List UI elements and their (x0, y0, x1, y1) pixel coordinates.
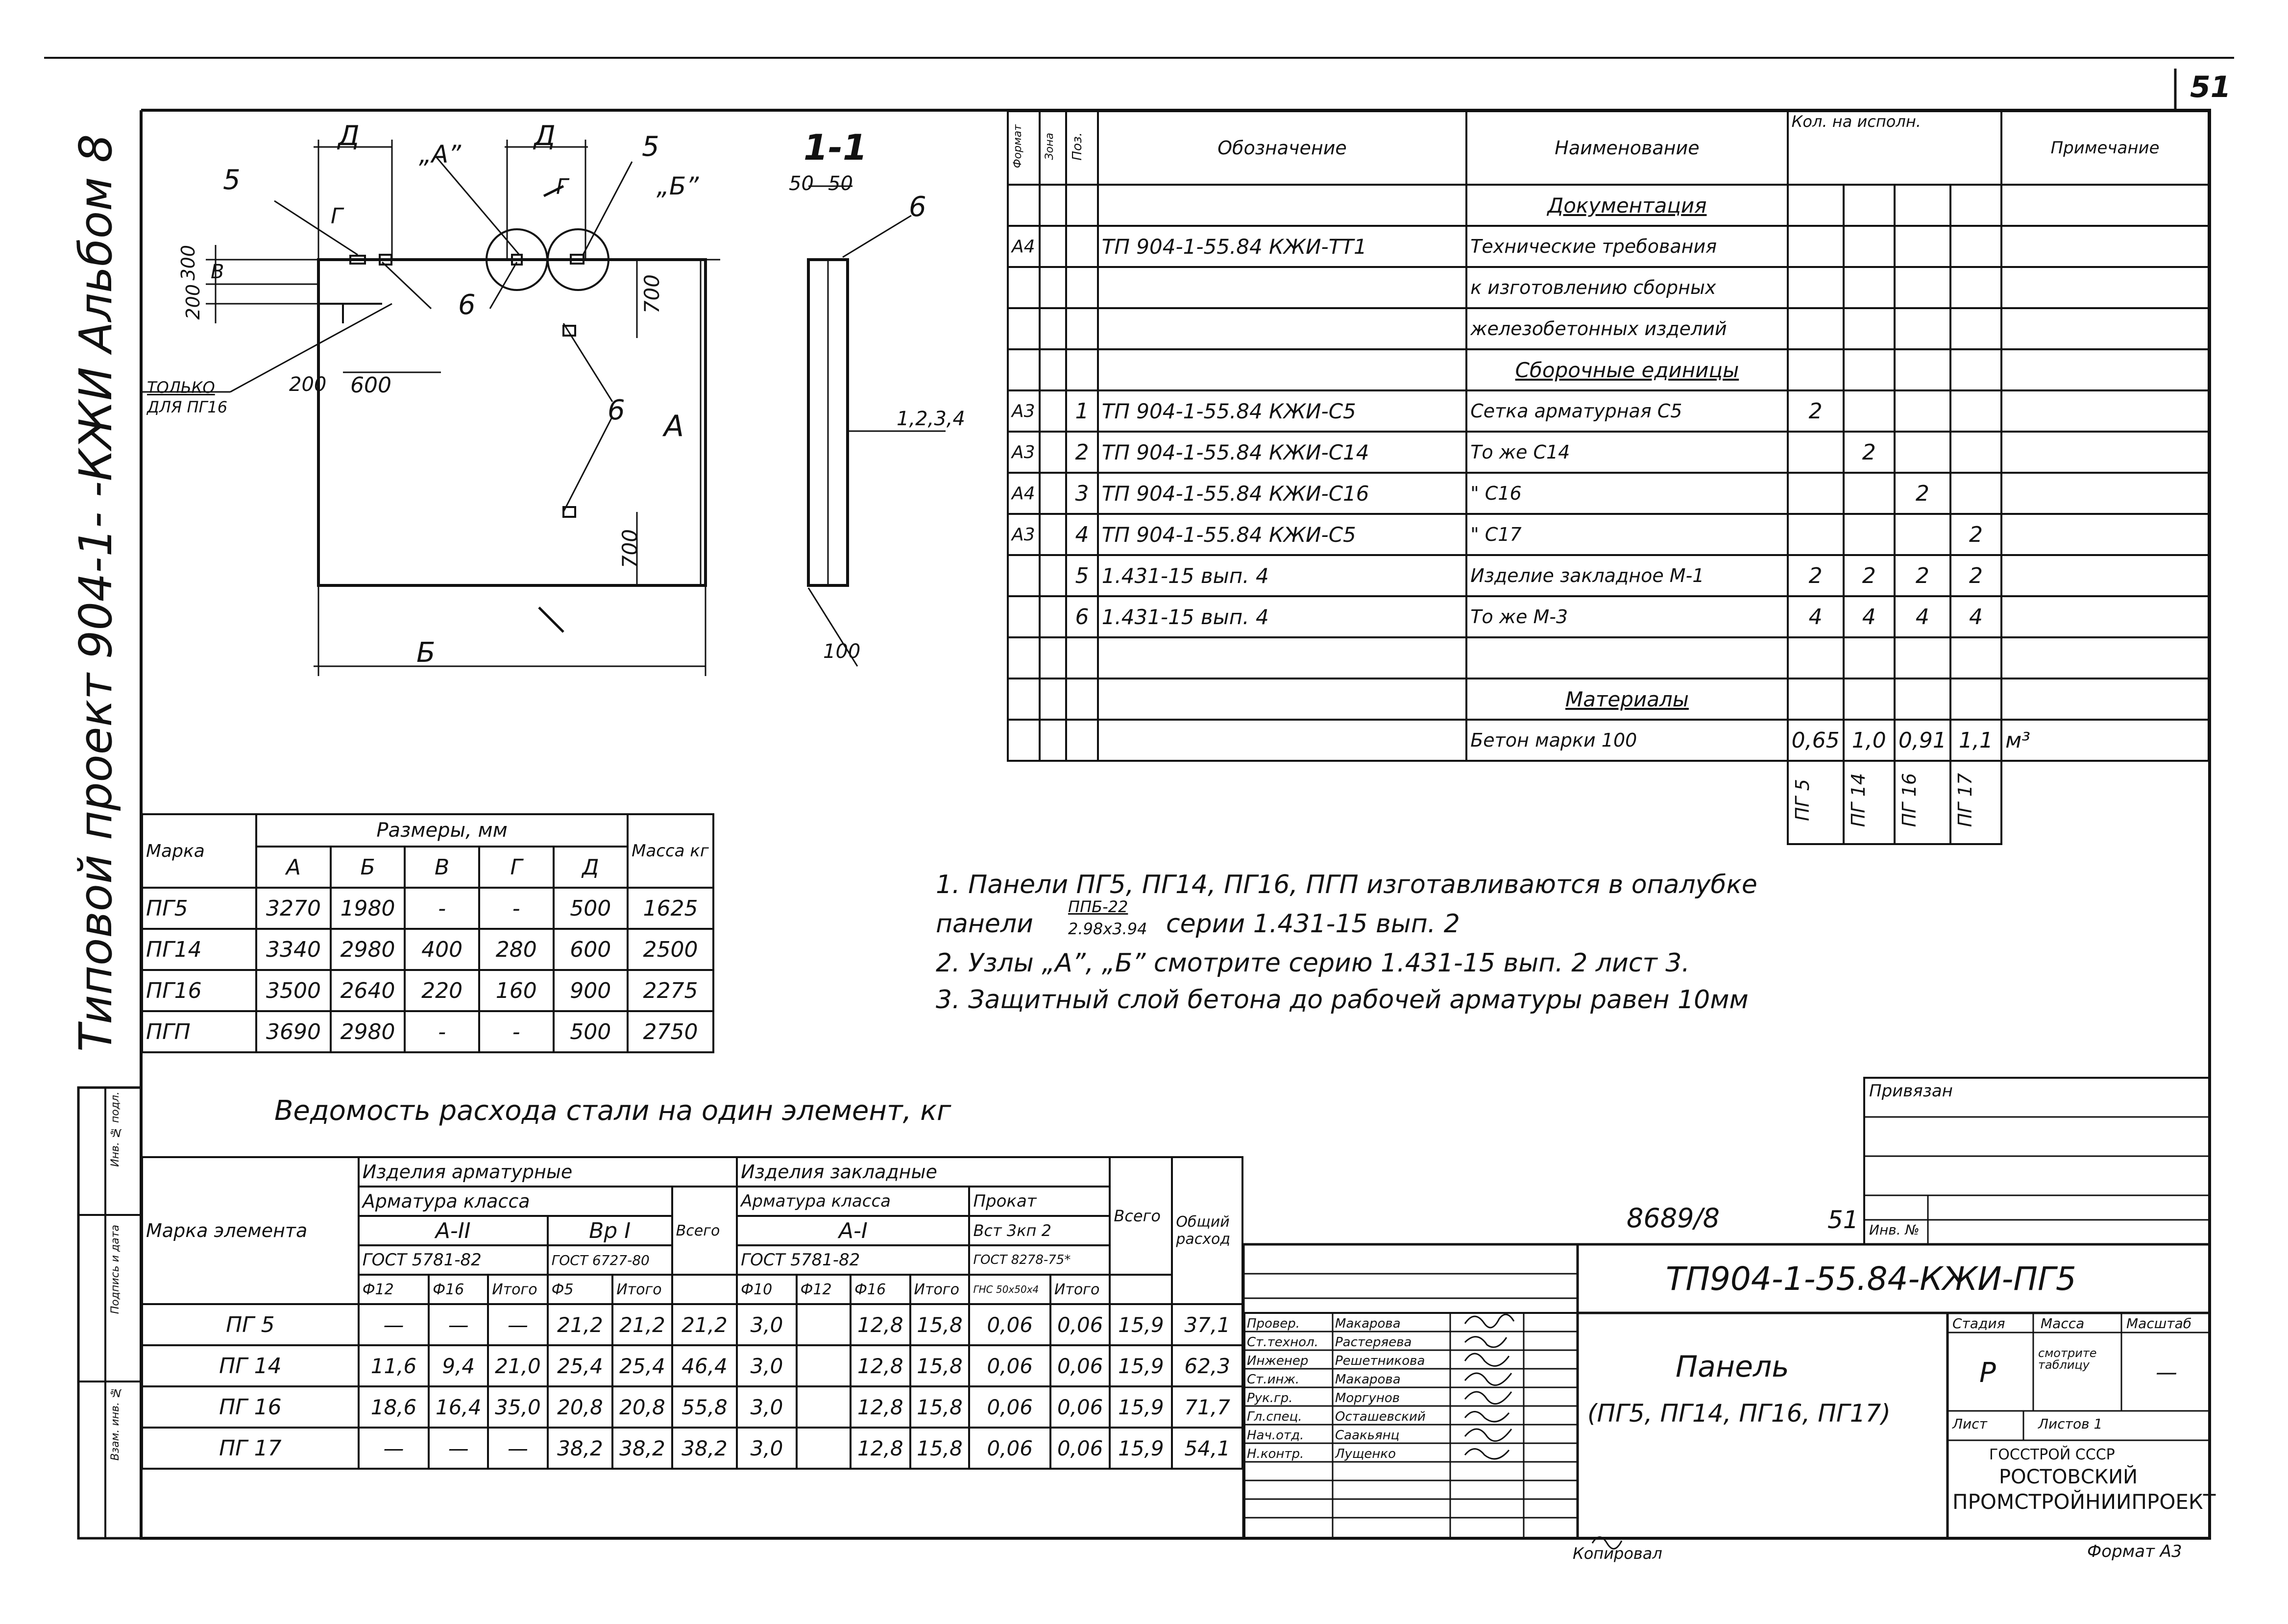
dims-cell: 160 (479, 970, 554, 1011)
note-1-frac-top: ППБ-22 (1068, 897, 1128, 916)
note-2: 2. Узлы „А”, „Б” смотрите серию 1.431-15 вып. 2 лист 3. (936, 948, 1690, 978)
spec-format: А3 (1008, 432, 1040, 473)
steel-cell: — (429, 1304, 488, 1345)
tb-staff-name: Решетникова (1335, 1354, 1425, 1368)
spec-format: А3 (1008, 514, 1040, 555)
steel-cell: — (488, 1428, 547, 1469)
side-title: Типовой проект 904-1- -КЖИ Альбом 8 (70, 134, 122, 1052)
steel-cell: 15,9 (1110, 1304, 1172, 1345)
tb-mass-h: Масса (2041, 1315, 2085, 1332)
spec-name: Сборочные единицы (1466, 349, 1787, 390)
spec-pos: 6 (1066, 596, 1097, 637)
steel-cell: ПГ 5 (142, 1304, 359, 1345)
steel-cell: 38,2 (672, 1428, 737, 1469)
note-1-cont: панели (936, 909, 1033, 939)
spec-name: " С16 (1466, 473, 1787, 514)
spec-name: Материалы (1466, 679, 1787, 720)
dim-g-right: Г (556, 174, 568, 199)
tb-code: ТП904-1-55.84-КЖИ-ПГ5 (1666, 1260, 2076, 1298)
steel-cell: 3,0 (737, 1345, 796, 1386)
steel-h-mark: Марка элемента (142, 1157, 359, 1304)
steel-cell: 21,2 (672, 1304, 737, 1345)
spec-qty: 4 (1788, 596, 1844, 637)
steel-cell: 0,06 (969, 1345, 1050, 1386)
tb-org1: ГОССТРОЙ СССР (1989, 1446, 2115, 1463)
section-pos-1234: 1,2,3,4 (897, 408, 965, 430)
spec-qty: 0,65 (1788, 720, 1844, 761)
steel-cell: 71,7 (1172, 1386, 1242, 1428)
dims-cell: - (479, 1011, 554, 1052)
steel-cell: 0,06 (1050, 1304, 1110, 1345)
spec-name: То же М-3 (1466, 596, 1787, 637)
dims-cell: 900 (554, 970, 628, 1011)
steel-cell: 25,4 (548, 1345, 613, 1386)
spec-h-designation: Обозначение (1098, 111, 1467, 185)
dim-a: A (664, 409, 684, 443)
steel-h-obsh: Общий расход (1172, 1157, 1242, 1304)
spec-name: Документация (1466, 185, 1787, 226)
spec-qty: 0,91 (1895, 720, 1950, 761)
steel-subheader: ГНС 50х50х4 (969, 1275, 1050, 1304)
steel-subheader: Ф5 (548, 1275, 613, 1304)
dims-cell: 600 (554, 929, 628, 970)
section-pos-6: 6 (909, 191, 926, 223)
tb-staff-role: Нач.отд. (1247, 1428, 1304, 1443)
spec-h-pos: Поз. (1070, 132, 1085, 161)
section-100: 100 (823, 640, 861, 663)
tb-staff-name: Моргунов (1335, 1391, 1400, 1406)
dim-g: Г (331, 204, 343, 229)
steel-h-gost3: ГОСТ 5781-82 (737, 1245, 969, 1275)
spec-name: Изделие закладное М-1 (1466, 555, 1787, 596)
tb-copied: Копировал (1573, 1544, 1662, 1563)
tb-staff-role: Провер. (1247, 1316, 1300, 1331)
dim-300: 300 (177, 245, 199, 281)
spec-h-note: Примечание (2001, 111, 2209, 185)
tb-number: 8689/8 (1627, 1203, 1720, 1234)
dims-cell: 3340 (256, 929, 331, 970)
dims-cell: 3690 (256, 1011, 331, 1052)
spec-qty: 2 (1895, 473, 1950, 514)
steel-cell: 38,2 (548, 1428, 613, 1469)
spec-format: А4 (1008, 473, 1040, 514)
tb-sheetref: 51 (1827, 1206, 1859, 1234)
steel-cell: 25,4 (612, 1345, 672, 1386)
dim-600: 600 (350, 373, 391, 398)
dim-200: 200 (182, 284, 204, 320)
note-1: 1. Панели ПГ5, ПГ14, ПГ16, ПГП изготавливаются в опалубке (936, 870, 1757, 899)
steel-cell: — (359, 1304, 429, 1345)
dims-cell: ПГП (142, 1011, 256, 1052)
spec-qty: 2 (1844, 432, 1895, 473)
steel-h-a1: А-I (737, 1216, 969, 1245)
dim-700-top: 700 (640, 274, 664, 314)
steel-cell: 0,06 (969, 1304, 1050, 1345)
tb-inv: Инв. № (1869, 1222, 1920, 1238)
dims-cell: 2640 (331, 970, 405, 1011)
spec-qty: 2 (1788, 390, 1844, 432)
spec-designation: ТП 904-1-55.84 КЖИ-С5 (1098, 390, 1467, 432)
tb-staff-name: Макарова (1335, 1372, 1401, 1387)
spec-name: железобетонных изделий (1466, 308, 1787, 349)
spec-h-name: Наименование (1466, 111, 1787, 185)
tb-stage: Р (1979, 1357, 1996, 1389)
spec-note: м³ (2001, 720, 2209, 761)
steel-cell: 0,06 (969, 1386, 1050, 1428)
tb-name: Панель (1676, 1350, 1789, 1384)
tb-staff-role: Рук.гр. (1247, 1391, 1293, 1406)
dim-h-d: Д (554, 847, 628, 888)
steel-cell: — (488, 1304, 547, 1345)
steel-cell: 20,8 (548, 1386, 613, 1428)
node-b-label: „Б” (657, 172, 699, 200)
spec-pos: 3 (1066, 473, 1097, 514)
steel-h-a2: А-II (359, 1216, 548, 1245)
steel-cell: 35,0 (488, 1386, 547, 1428)
steel-cell: 15,8 (910, 1345, 970, 1386)
steel-cell: 12,8 (851, 1304, 910, 1345)
tb-staff-name: Растеряева (1335, 1335, 1412, 1350)
steel-subheader: Ф12 (797, 1275, 851, 1304)
spec-name: к изготовлению сборных (1466, 267, 1787, 308)
dims-cell: 1625 (628, 888, 713, 929)
side-stamp-replace: Взам. инв. № (109, 1386, 122, 1461)
steel-cell: 0,06 (969, 1428, 1050, 1469)
spec-pos: 2 (1066, 432, 1097, 473)
steel-h-group1: Изделия арматурные (359, 1157, 737, 1187)
steel-cell: 46,4 (672, 1345, 737, 1386)
steel-cell: 0,06 (1050, 1428, 1110, 1469)
steel-h-gost1: ГОСТ 5781-82 (359, 1245, 548, 1275)
steel-cell: 62,3 (1172, 1345, 1242, 1386)
dims-cell: 1980 (331, 888, 405, 929)
dims-cell: 2500 (628, 929, 713, 970)
spec-name: " С17 (1466, 514, 1787, 555)
steel-subheader: Ф16 (429, 1275, 488, 1304)
dims-cell: 500 (554, 888, 628, 929)
spec-qty: 2 (1788, 555, 1844, 596)
spec-qty: 4 (1895, 596, 1950, 637)
steel-cell: 3,0 (737, 1304, 796, 1345)
steel-cell: 20,8 (612, 1386, 672, 1428)
spec-designation: ТП 904-1-55.84 КЖИ-С16 (1098, 473, 1467, 514)
dim-d-left: Д (338, 120, 360, 152)
dims-cell: ПГ14 (142, 929, 256, 970)
steel-cell: 0,06 (1050, 1386, 1110, 1428)
tb-staff-name: Макарова (1335, 1316, 1401, 1331)
dims-cell: - (479, 888, 554, 929)
tb-variants: (ПГ5, ПГ14, ПГ16, ПГ17) (1587, 1399, 1891, 1428)
spec-name: То же С14 (1466, 432, 1787, 473)
steel-title: Ведомость расхода стали на один элемент, кг (274, 1095, 951, 1127)
steel-subheader: Ф12 (359, 1275, 429, 1304)
steel-cell: 11,6 (359, 1345, 429, 1386)
steel-cell: 54,1 (1172, 1428, 1242, 1469)
steel-cell: 12,8 (851, 1428, 910, 1469)
tb-staff-role: Ст.технол. (1247, 1335, 1318, 1350)
steel-cell: 15,9 (1110, 1428, 1172, 1469)
dim-d-right: Д (534, 120, 556, 152)
dims-cell: 280 (479, 929, 554, 970)
note-1-frac-bottom: 2.98х3.94 (1068, 920, 1147, 938)
dims-cell: ПГ5 (142, 888, 256, 929)
tb-privyazan: Привязан (1869, 1081, 1953, 1101)
dims-cell: - (405, 888, 479, 929)
spec-qty: 4 (1844, 596, 1895, 637)
dim-h-mark: Марка (142, 814, 256, 888)
pos-5-left: 5 (223, 164, 241, 196)
spec-col-pg17: ПГ 17 (1954, 773, 1976, 827)
spec-designation: 1.431-15 вып. 4 (1098, 596, 1467, 637)
steel-cell: 55,8 (672, 1386, 737, 1428)
spec-pos: 1 (1066, 390, 1097, 432)
tb-lists: Листов 1 (2038, 1416, 2103, 1432)
steel-h-bp1: Вр I (548, 1216, 672, 1245)
tb-stage-h: Стадия (1952, 1315, 2005, 1332)
dims-cell: 400 (405, 929, 479, 970)
steel-cell: 12,8 (851, 1345, 910, 1386)
steel-cell: 0,06 (1050, 1345, 1110, 1386)
dims-cell: - (405, 1011, 479, 1052)
note-3: 3. Защитный слой бетона до рабочей арматуры равен 10мм (936, 985, 1749, 1015)
side-stamp-sign: Подпись и дата (109, 1225, 122, 1314)
tb-list: Лист (1952, 1416, 1987, 1432)
steel-cell: 18,6 (359, 1386, 429, 1428)
pos-6-b: 6 (608, 394, 625, 426)
steel-cell: 15,9 (1110, 1345, 1172, 1386)
tb-org2: РОСТОВСКИЙ (1999, 1466, 2138, 1488)
dim-h-mass: Масса кг (628, 814, 713, 888)
steel-cell: 15,9 (1110, 1386, 1172, 1428)
spec-format: А4 (1008, 226, 1040, 267)
steel-cell: 15,8 (910, 1428, 970, 1469)
steel-cell: 21,2 (612, 1304, 672, 1345)
side-stamp-inv: Инв. № подл. (109, 1091, 122, 1167)
spec-col-pg14: ПГ 14 (1847, 773, 1869, 827)
steel-cell: 37,1 (1172, 1304, 1242, 1345)
spec-qty: 2 (1895, 555, 1950, 596)
tb-staff-role: Ст.инж. (1247, 1372, 1300, 1387)
steel-cell: — (359, 1428, 429, 1469)
dim-h-g: Г (479, 847, 554, 888)
tb-format: Формат А3 (2087, 1542, 2182, 1561)
dim-h-group: Размеры, мм (256, 814, 628, 847)
spec-h-qty: Кол. на исполн. (1788, 111, 2002, 185)
steel-cell: ПГ 14 (142, 1345, 359, 1386)
dims-cell: 3500 (256, 970, 331, 1011)
steel-cell: 21,2 (548, 1304, 613, 1345)
tb-staff-name: Осташевский (1335, 1409, 1426, 1424)
spec-qty: 2 (1950, 514, 2001, 555)
spec-qty: 2 (1950, 555, 2001, 596)
steel-cell: 15,8 (910, 1386, 970, 1428)
dim-h-b: Б (331, 847, 405, 888)
note-1-series: серии 1.431-15 вып. 2 (1166, 909, 1460, 939)
spec-col-pg5: ПГ 5 (1791, 779, 1813, 822)
spec-h-zone: Зона (1043, 133, 1056, 160)
section-title: 1-1 (803, 127, 868, 168)
tb-scale-h: Масштаб (2126, 1315, 2192, 1332)
steel-h-gost4: ГОСТ 8278-75* (969, 1245, 1110, 1275)
dim-b: Б (416, 637, 436, 669)
dim-200b: 200 (289, 373, 327, 396)
steel-cell: 3,0 (737, 1428, 796, 1469)
dims-cell: 2980 (331, 929, 405, 970)
spec-name: Сетка арматурная С5 (1466, 390, 1787, 432)
tb-mass: смотрите таблицу (2038, 1346, 2097, 1372)
pos-6-a: 6 (458, 289, 476, 321)
tb-scale: — (2156, 1360, 2177, 1385)
spec-format: А3 (1008, 390, 1040, 432)
node-a-label: „А” (419, 140, 462, 169)
sheet-number: 51 (2190, 70, 2231, 104)
steel-h-class1: Арматура класса (359, 1187, 672, 1216)
steel-h-vst: Вст 3кп 2 (969, 1216, 1110, 1245)
steel-cell: 38,2 (612, 1428, 672, 1469)
dims-cell: 3270 (256, 888, 331, 929)
steel-subheader: Итого (612, 1275, 672, 1304)
note-pg16-2: ДЛЯ ПГ16 (147, 398, 228, 416)
steel-cell: 3,0 (737, 1386, 796, 1428)
dims-cell: 220 (405, 970, 479, 1011)
steel-cell: 15,8 (910, 1304, 970, 1345)
dim-h-a: А (256, 847, 331, 888)
spec-col-pg16: ПГ 16 (1898, 773, 1920, 827)
steel-cell: 12,8 (851, 1386, 910, 1428)
spec-name: Технические требования (1466, 226, 1787, 267)
steel-h-class2: Арматура класса (737, 1187, 969, 1216)
dim-v: В (211, 261, 224, 283)
steel-cell: ПГ 17 (142, 1428, 359, 1469)
spec-qty: 2 (1844, 555, 1895, 596)
tb-staff-role: Инженер (1247, 1354, 1309, 1368)
steel-subheader: Итого (488, 1275, 547, 1304)
steel-h-vsego2: Всего (1110, 1157, 1172, 1275)
steel-cell: ПГ 16 (142, 1386, 359, 1428)
steel-h-vsego: Всего (672, 1187, 737, 1275)
steel-cell: 21,0 (488, 1345, 547, 1386)
note-pg16-1: ТОЛЬКО (147, 378, 215, 397)
dims-cell: 500 (554, 1011, 628, 1052)
spec-pos: 5 (1066, 555, 1097, 596)
dims-cell: 2980 (331, 1011, 405, 1052)
spec-name: Бетон марки 100 (1466, 720, 1787, 761)
steel-h-gost2: ГОСТ 6727-80 (548, 1245, 672, 1275)
steel-cell: — (429, 1428, 488, 1469)
steel-subheader: Ф10 (737, 1275, 796, 1304)
steel-subheader: Ф16 (851, 1275, 910, 1304)
dims-cell: 2750 (628, 1011, 713, 1052)
steel-subheader: Итого (910, 1275, 970, 1304)
spec-h-format: Формат (1012, 124, 1024, 169)
spec-designation: 1.431-15 вып. 4 (1098, 555, 1467, 596)
section-50a: 50 (789, 172, 814, 195)
dims-cell: ПГ16 (142, 970, 256, 1011)
tb-staff-name: Лущенко (1335, 1447, 1396, 1461)
tb-staff-role: Н.контр. (1247, 1447, 1304, 1461)
section-50b: 50 (828, 172, 853, 195)
steel-h-prokat: Прокат (969, 1187, 1110, 1216)
spec-designation: ТП 904-1-55.84 КЖИ-С14 (1098, 432, 1467, 473)
steel-subheader: Итого (1050, 1275, 1110, 1304)
spec-designation: ТП 904-1-55.84 КЖИ-С5 (1098, 514, 1467, 555)
dims-cell: 2275 (628, 970, 713, 1011)
pos-5-right: 5 (642, 131, 659, 163)
tb-staff-role: Гл.спец. (1247, 1409, 1302, 1424)
dim-h-v: В (405, 847, 479, 888)
steel-cell: 16,4 (429, 1386, 488, 1428)
spec-pos: 4 (1066, 514, 1097, 555)
spec-qty: 1,1 (1950, 720, 2001, 761)
spec-qty: 1,0 (1844, 720, 1895, 761)
steel-h-group2: Изделия закладные (737, 1157, 1110, 1187)
tb-org3: ПРОМСТРОЙНИИПРОЕКТ (1952, 1490, 2216, 1514)
steel-cell: 9,4 (429, 1345, 488, 1386)
spec-designation: ТП 904-1-55.84 КЖИ-ТТ1 (1098, 226, 1467, 267)
tb-staff-name: Саакьянц (1335, 1428, 1400, 1443)
spec-qty: 4 (1950, 596, 2001, 637)
dim-700-bottom: 700 (618, 529, 642, 569)
